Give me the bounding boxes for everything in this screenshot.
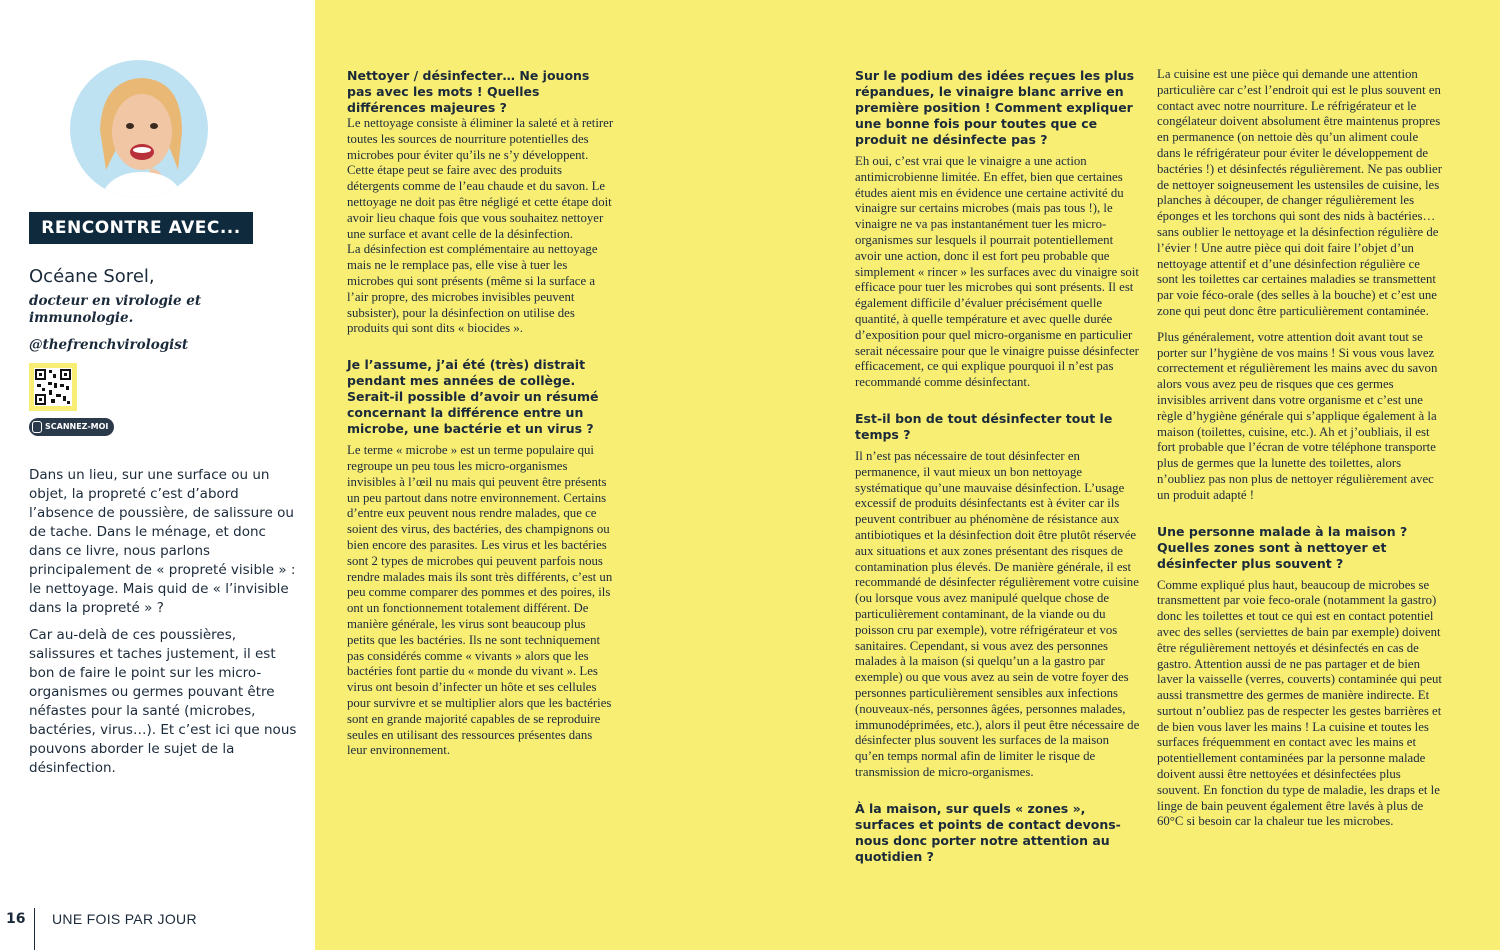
- column3-heading-1: Une personne malade à la maison ? Quelles zones sont à nettoyer et désinfecter plus souvent ?: [1157, 523, 1408, 571]
- intro-paragraph-1: Dans un lieu, sur une surface ou un objet, la propreté c’est d’abord l’absence de poussière, de salissure ou de tache. Dans le ménage, et donc dans ce livre, nous parlons principalement de « propreté visible » : le nettoyage. Mais quid de « l’invisible dans la propreté » ?: [29, 467, 296, 616]
- article-column-1: [347, 68, 615, 759]
- running-title: UNE FOIS PAR JOUR: [52, 911, 197, 927]
- column2-paragraph-1: Eh oui, c’est vrai que le vinaigre a une action antimicrobienne limitée. En effet, bien que certaines études aient mis en évidence une certaine activité du vinaigre sur certains microbes (mais pas tous !), le vinaigre ne va pas instantanément tuer les micro-organismes sur lesquels il pourrait potentiellement avoir une action, donc il est fort peu probable que simplement « rincer » les surfaces avec du vinaigre soit efficace pour tuer les microbes qui sont présents. Il est également difficile d’évaluer précisément quelle quantité, à quelle température et avec quelle durée d’exposition pour quel micro-organisme en particulier serait nécessaire pour que le vinaigre puisse désinfecter efficacement, ce qui explique pourquoi il n’est pas recommandé comme désinfectant.: [855, 154, 1139, 390]
- author-sidebar: [0, 0, 315, 950]
- section-banner: RENCONTRE AVEC...: [29, 212, 253, 244]
- author-photo: [70, 60, 208, 198]
- article-column-2: [855, 68, 1141, 865]
- column1-paragraph-3: Le terme « microbe » est un terme populaire qui regroupe un peu tous les micro-organismes invisibles à l’œil nu mais qui peuvent être présents un peu partout dans notre environnement. Certains d’entre eux peuvent nous rendre malades, que ce soient des virus, des bactéries, des champignons ou bien encore des parasites. Les virus et les bactéries sont 2 types de microbes qui peuvent parfois nous rendre malades mais ils sont très différents, c’est un peu comme comparer des pommes et des poires, ils ont un fonctionnement totalement différent. De manière générale, les virus sont beaucoup plus petits que les bactéries. Ils ne sont techniquement pas considérés comme « vivants » alors que les bactéries font partie du « monde du vivant ». Les virus ont besoin d’infecter un hôte et ses cellules pour survivre et se multiplier alors que les bactéries sont en grande majorité capables de se reproduire seules en utilisant des ressources présentes dans leur environnement.: [347, 443, 613, 758]
- author-handle: @thefrenchvirologist: [29, 337, 189, 353]
- column1-heading-1: Nettoyer / désinfecter… Ne jouons pas avec les mots ! Quelles différences majeures ?: [347, 68, 590, 115]
- qr-code[interactable]: [29, 363, 77, 411]
- footer-divider: [34, 908, 35, 950]
- column2-heading-3: À la maison, sur quels « zones », surfaces et points de contact devons-nous donc porter notre attention au quotidien ?: [855, 800, 1121, 864]
- scan-label: SCANNEZ-MOI: [45, 422, 109, 431]
- column2-paragraph-2: Il n’est pas nécessaire de tout désinfecter en permanence, il vaut mieux un bon nettoyage systématique qu’une mauvaise désinfection. L’usage excessif de produits désinfectants est à éviter car ils peuvent contribuer au phénomène de résistance aux antibiotiques et la désinfection doit être plutôt réservée aux situations et aux zones présentant des risques de contamination plus élevés. De manière générale, il est recommandé de désinfecter régulièrement votre cuisine (ou lorsque vous avez manipulé quelque chose de particulièrement contaminant, de la viande ou du poisson cru par exemple), votre réfrigérateur et vos sanitaires. Cependant, si vous avez des personnes malades à la maison (si quelqu’un a la gastro par exemple) ou que vous avez au sein de votre foyer des personnes particulièrement sensibles aux infections (nouveaux-nés, personnes âgées, personnes malades, immunodéprimées, etc.), alors il peut être nécessaire de désinfecter plus souvent les surfaces de la maison qu’en temps normal afin de limiter le risque de transmission de micro-organismes.: [855, 448, 1140, 779]
- author-role: docteur en virologie et immunologie.: [29, 293, 202, 326]
- phone-icon: [32, 421, 42, 433]
- column3-paragraph-3: Comme expliqué plus haut, beaucoup de microbes se transmettent par voie feco-orale (notamment la gastro) donc les toilettes et tout ce qui est en contact potentiel avec des selles (serviettes de bain par exemple) doivent être régulièrement nettoyés et désinfectés en cas de gastro. Attention aussi de ne pas partager et de bien laver la vaisselle (verres, couverts) contaminée qui peut aussi transmettre des germes de manière indirecte. Et surtout n’oubliez pas de respecter les gestes barrières et de bien vous laver les mains ! La cuisine et toutes les surfaces fréquemment en contact avec les mains et potentiellement contaminées par la personne malade doivent aussi être nettoyées et désinfectées plus souvent. En fonction du type de maladie, les draps et le linge de bain peuvent également être lavés à plus de 60°C si besoin car la chaleur tue les microbes.: [1157, 577, 1442, 829]
- article-column-3: [1157, 67, 1443, 830]
- scan-me-badge[interactable]: [29, 418, 114, 436]
- column2-heading-2: Est-il bon de tout désinfecter tout le temps ?: [855, 410, 1113, 442]
- author-name: Océane Sorel,: [29, 266, 155, 287]
- column1-heading-2: Je l’assume, j’ai été (très) distrait pendant mes années de collège. Serait-il possible d’avoir un résumé concernant la différence entre un microbe, une bactérie et un virus ?: [347, 357, 599, 437]
- intro-paragraph-2: Car au-delà de ces poussières, salissures et taches justement, il est bon de faire le point sur les micro-organismes ou germes pouvant être néfastes pour la santé (microbes, bactéries, virus…). Et c’est ici que nous pouvons aborder le sujet de la désinfection.: [29, 627, 297, 776]
- page-number: 16: [6, 911, 26, 927]
- column1-paragraph-1: Le nettoyage consiste à éliminer la saleté et à retirer toutes les sources de nourriture potentielles des microbes pour éviter qu’ils ne s’y développent. Cette étape peut se faire avec des produits détergents comme de l’eau chaude et du savon. Le nettoyage ne doit pas être négligé et cette étape doit avoir lieu chaque fois que vous souhaitez nettoyer une surface et avant celle de la désinfection.: [347, 116, 614, 241]
- column3-paragraph-2: Plus généralement, votre attention doit avant tout se porter sur l’hygiène de vos mains ! Si vous vous lavez correctement et régulièrement les mains avec du savon alors vous avez peu de risques que ces germes invisibles arrivent dans votre organisme et c’est une règle d’hygiène générale qui s’applique également à la maison (toilettes, cuisine, etc.). Ah et j’oubliais, il est fort probable que l’écran de votre téléphone transporte plus de germes que la lunette des toilettes, alors n’oubliez pas non plus de nettoyer régulièrement avec un produit adapté !: [1157, 329, 1438, 502]
- column1-paragraph-2: La désinfection est complémentaire au nettoyage mais ne le remplace pas, elle vise à tuer les microbes qui sont présents (même si la surface a l’air propre, des microbes invisibles peuvent subsister), pour la désinfection on utilise des produits qui sont dits « biocides ».: [347, 242, 598, 336]
- column2-heading-1: Sur le podium des idées reçues les plus répandues, le vinaigre blanc arrive en première position ! Comment expliquer une bonne fois pour toutes que ce produit ne désinfecte pas ?: [855, 68, 1135, 147]
- column3-paragraph-1: La cuisine est une pièce qui demande une attention particulière car c’est l’endroit qui est le plus souvent en contact avec notre nourriture. Le réfrigérateur et le congélateur doivent absolument être maintenus propres en permanence (on nettoie dès qu’un aliment coule dans le réfrigérateur pour éviter le développement de bactéries !) et désinfectés régulièrement. Ne pas oublier de nettoyer soigneusement les ustensiles de cuisine, les planches à découper, de changer régulièrement les éponges et les torchons qui sont des nids à bactéries… sans oublier le nettoyage et la désinfection régulière de l’évier ! Une autre pièce qui doit faire l’objet d’un nettoyage attentif et d’une désinfection régulière ce sont les toilettes car certaines maladies se transmettent par voie féco-orale (des selles à la bouche) et c’est une zone qui peut donc être particulièrement contaminée.: [1157, 67, 1442, 318]
